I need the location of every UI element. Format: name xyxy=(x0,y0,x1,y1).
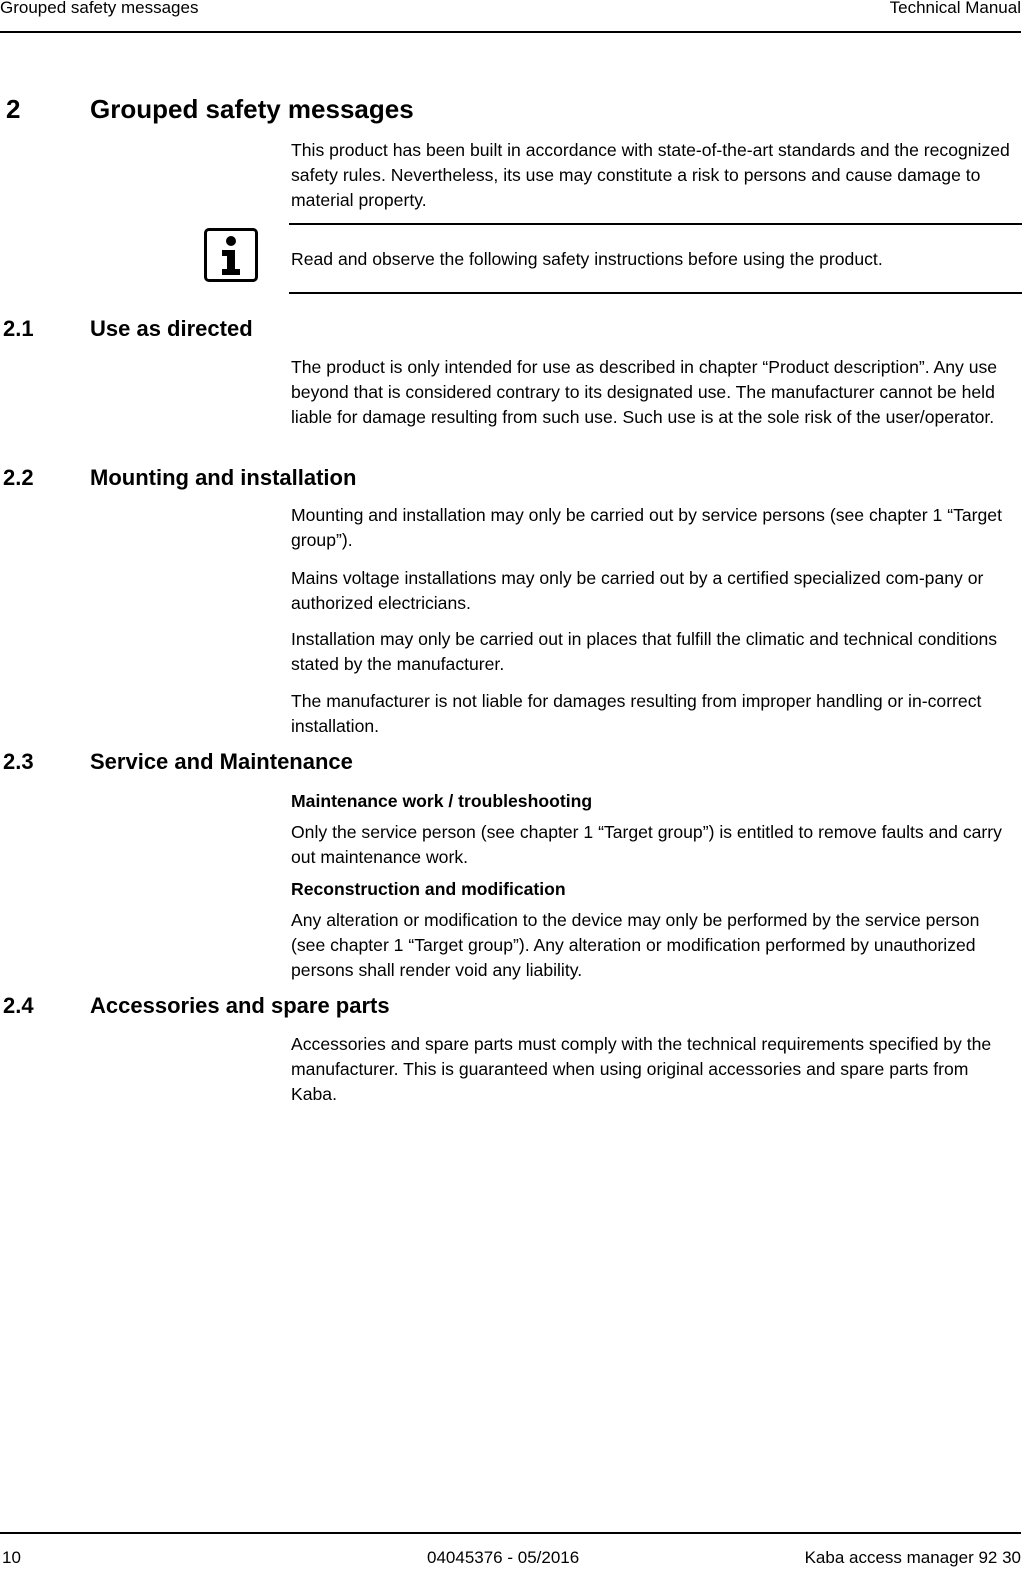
paragraph: The manufacturer is not liable for damages resulting from improper handling or in-correct installation. xyxy=(291,691,982,736)
info-icon xyxy=(204,228,258,282)
subsection-title: Reconstruction and modification xyxy=(291,879,566,899)
safety-note: Read and observe the following safety instructions before using the product. xyxy=(291,249,883,269)
paragraph: Accessories and spare parts must comply with the technical requirements specified by the manufacturer. This is guaranteed when using original accessories and spare parts from Kaba. xyxy=(291,1034,992,1104)
page-footer xyxy=(0,1532,1021,1587)
section-heading xyxy=(0,749,700,777)
chapter-title: Grouped safety messages xyxy=(90,94,414,124)
section-heading xyxy=(0,993,700,1021)
page-header xyxy=(0,0,1021,33)
section-number: 2.3 xyxy=(3,749,34,774)
chapter-number: 2 xyxy=(6,94,21,124)
note-top-rule xyxy=(289,223,1022,225)
paragraph: Only the service person (see chapter 1 “Target group”) is entitled to remove faults and carry out maintenance work. xyxy=(291,822,1002,867)
product-name: Kaba access manager 92 30 xyxy=(804,1548,1021,1567)
paragraph: Installation may only be carried out in places that fulfill the climatic and technical conditions stated by the manufacturer. xyxy=(291,629,998,674)
paragraph: The product is only intended for use as described in chapter “Product description”. Any use beyond that is considered contrary to its designated use. The manufacturer cannot be held liable for damage resulting from such use. Such use is at the sole risk of the user/operator. xyxy=(291,357,998,427)
header-section-title: Grouped safety messages xyxy=(0,0,199,17)
paragraph: Any alteration or modification to the device may only be performed by the service person (see chapter 1 “Target group”). Any alteration or modification performed by unauthorized persons shall render void any liability. xyxy=(291,910,980,980)
section-title: Mounting and installation xyxy=(90,465,357,490)
section-title: Accessories and spare parts xyxy=(90,993,390,1018)
section-title: Service and Maintenance xyxy=(90,749,353,774)
section-heading xyxy=(0,465,700,493)
chapter-intro: This product has been built in accordance with state-of-the-art standards and the recognized safety rules. Nevertheless, its use may constitute a risk to persons and cause damage to material property. xyxy=(291,140,1010,210)
section-title: Use as directed xyxy=(90,316,253,341)
document-number: 04045376 - 05/2016 xyxy=(427,1548,580,1567)
note-bottom-rule xyxy=(289,292,1022,294)
header-manual-type: Technical Manual xyxy=(889,0,1021,17)
section-number: 2.4 xyxy=(3,993,34,1018)
section-number: 2.1 xyxy=(3,316,34,341)
section-number: 2.2 xyxy=(3,465,34,490)
paragraph: Mounting and installation may only be carried out by service persons (see chapter 1 “Target group”). xyxy=(291,505,1002,550)
paragraph: Mains voltage installations may only be carried out by a certified specialized com-pany or authorized electricians. xyxy=(291,568,984,613)
section-heading xyxy=(0,316,700,344)
page-number: 10 xyxy=(2,1548,21,1567)
subsection-title: Maintenance work / troubleshooting xyxy=(291,791,593,811)
